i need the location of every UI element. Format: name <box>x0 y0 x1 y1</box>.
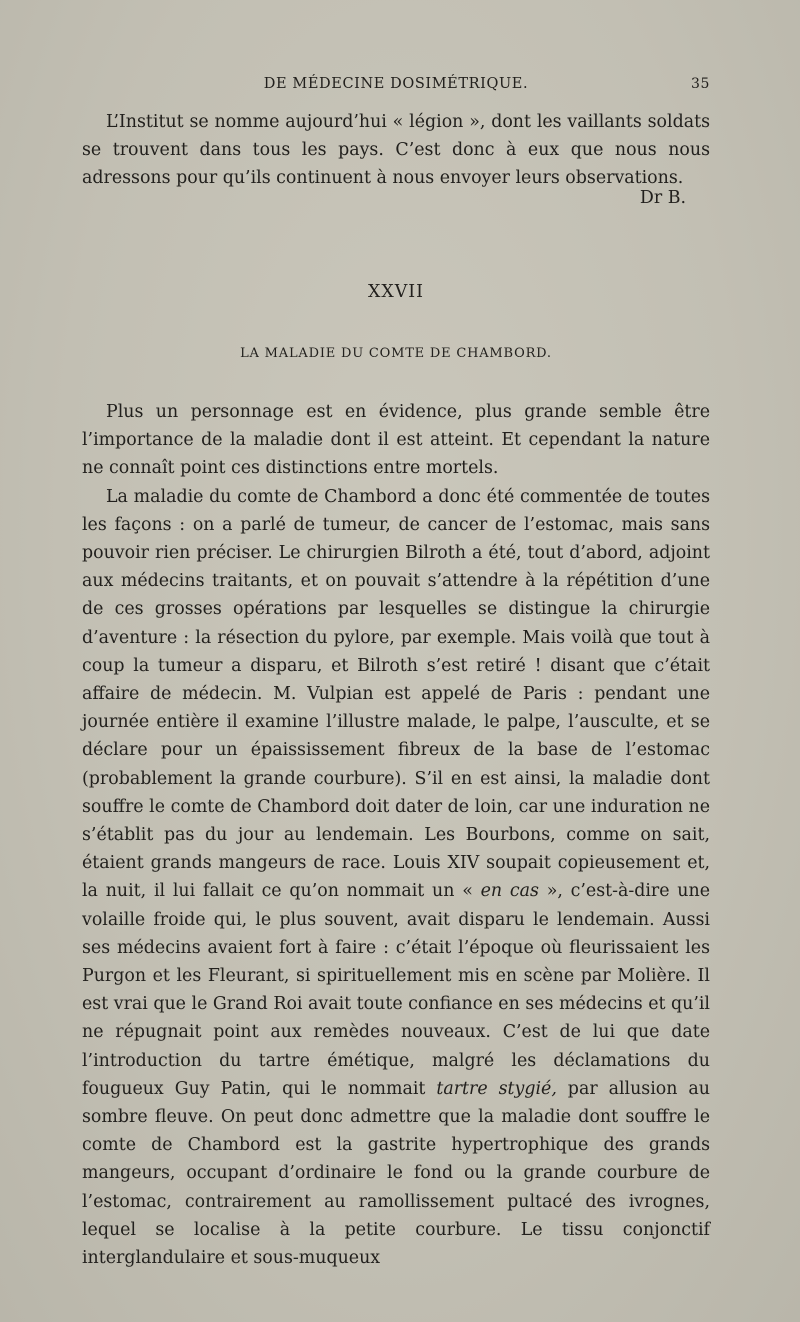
page-number: 35 <box>690 76 710 92</box>
chapter-title: LA MALADIE DU COMTE DE CHAMBORD. <box>240 346 552 361</box>
chapter-number: XXVII <box>367 282 425 302</box>
body-paragraph-1: Plus un personnage est en évidence, plus grande semble être l’importance de la maladie dont il est atteint. Et cependant la nature ne connaît point ces distinctions entre mortels. <box>82 402 710 479</box>
intro-paragraph <box>82 108 710 193</box>
intro-paragraph-block <box>82 108 710 193</box>
body-paragraph-2-part-3: par allusion au sombre fleuve. On peut donc admettre que la maladie dont souffre le comte de Chambord est la gastrite hypertrophique des grands mangeurs, occupant d’ordinaire le fond ou la grande courbure de l’estomac, contrairement au ramollissement pultacé des ivrognes, lequel se localise à la petite courbure. Le tissu conjonctif interglandulaire et sous-muqueux <box>82 1078 710 1269</box>
running-header <box>82 76 710 98</box>
running-title: DE MÉDECINE DOSIMÉTRIQUE. <box>263 76 529 92</box>
body-text <box>82 398 710 1272</box>
body-paragraph-2-italic-2: tartre stygié, <box>436 1078 557 1099</box>
signature: Dr B. <box>639 188 686 208</box>
body-paragraph-2-italic-1: en cas <box>480 881 539 902</box>
body-paragraph-2-part-2: », c’est-à-dire une volaille froide qui, le plus souvent, avait disparu le lendemain. Aussi ses médecins avaient fort à faire : c’était l’époque où fleurissaient les Purgon et les Fleurant, si spirituellement mis en scène par Molière. Il est vrai que le Grand Roi avait toute confiance en ses médecins et qu’il ne répugnait point aux remèdes nouveaux. C’est de lui que date l’introduction du tartre émétique, malgré les déclamations du fougueux Guy Patin, qui le nommait <box>82 881 710 1099</box>
body-paragraph-2 <box>82 483 710 1273</box>
body-paragraph-2-part-1: La maladie du comte de Chambord a donc été commentée de toutes les façons : on a parlé de tumeur, de cancer de l’estomac, mais sans pouvoir rien préciser. Le chirurgien Bilroth a été, tout d’abord, adjoint aux médecins traitants, et on pouvait s’attendre à la répétition d’une de ces grosses opérations par lesquelles se distingue la chirurgie d’aventure : la résection du pylore, par exemple. Mais voilà que tout à coup la tumeur a disparu, et Bilroth s’est retiré ! disant que c’était affaire de médecin. M. Vulpian est appelé de Paris : pendant une journée entière il examine l’illustre malade, le palpe, l’ausculte, et se déclare pour un épaississement fibreux de la base de l’estomac (probablement la grande courbure). S’il en est ainsi, la maladie dont souffre le comte de Chambord doit dater de loin, car une induration ne s’établit pas du jour au lendemain. Les Bourbons, comme on sait, étaient grands mangeurs de race. Louis XIV soupait copieusement et, la nuit, il lui fallait ce qu’on nommait un « <box>82 486 710 902</box>
intro-paragraph-text: L’Institut se nomme aujourd’hui « légion », dont les vaillants soldats se trouvent dans tous les pays. C’est donc à eux que nous nous adressons pour qu’ils continuent à nous envoyer leurs observations. <box>82 112 710 189</box>
